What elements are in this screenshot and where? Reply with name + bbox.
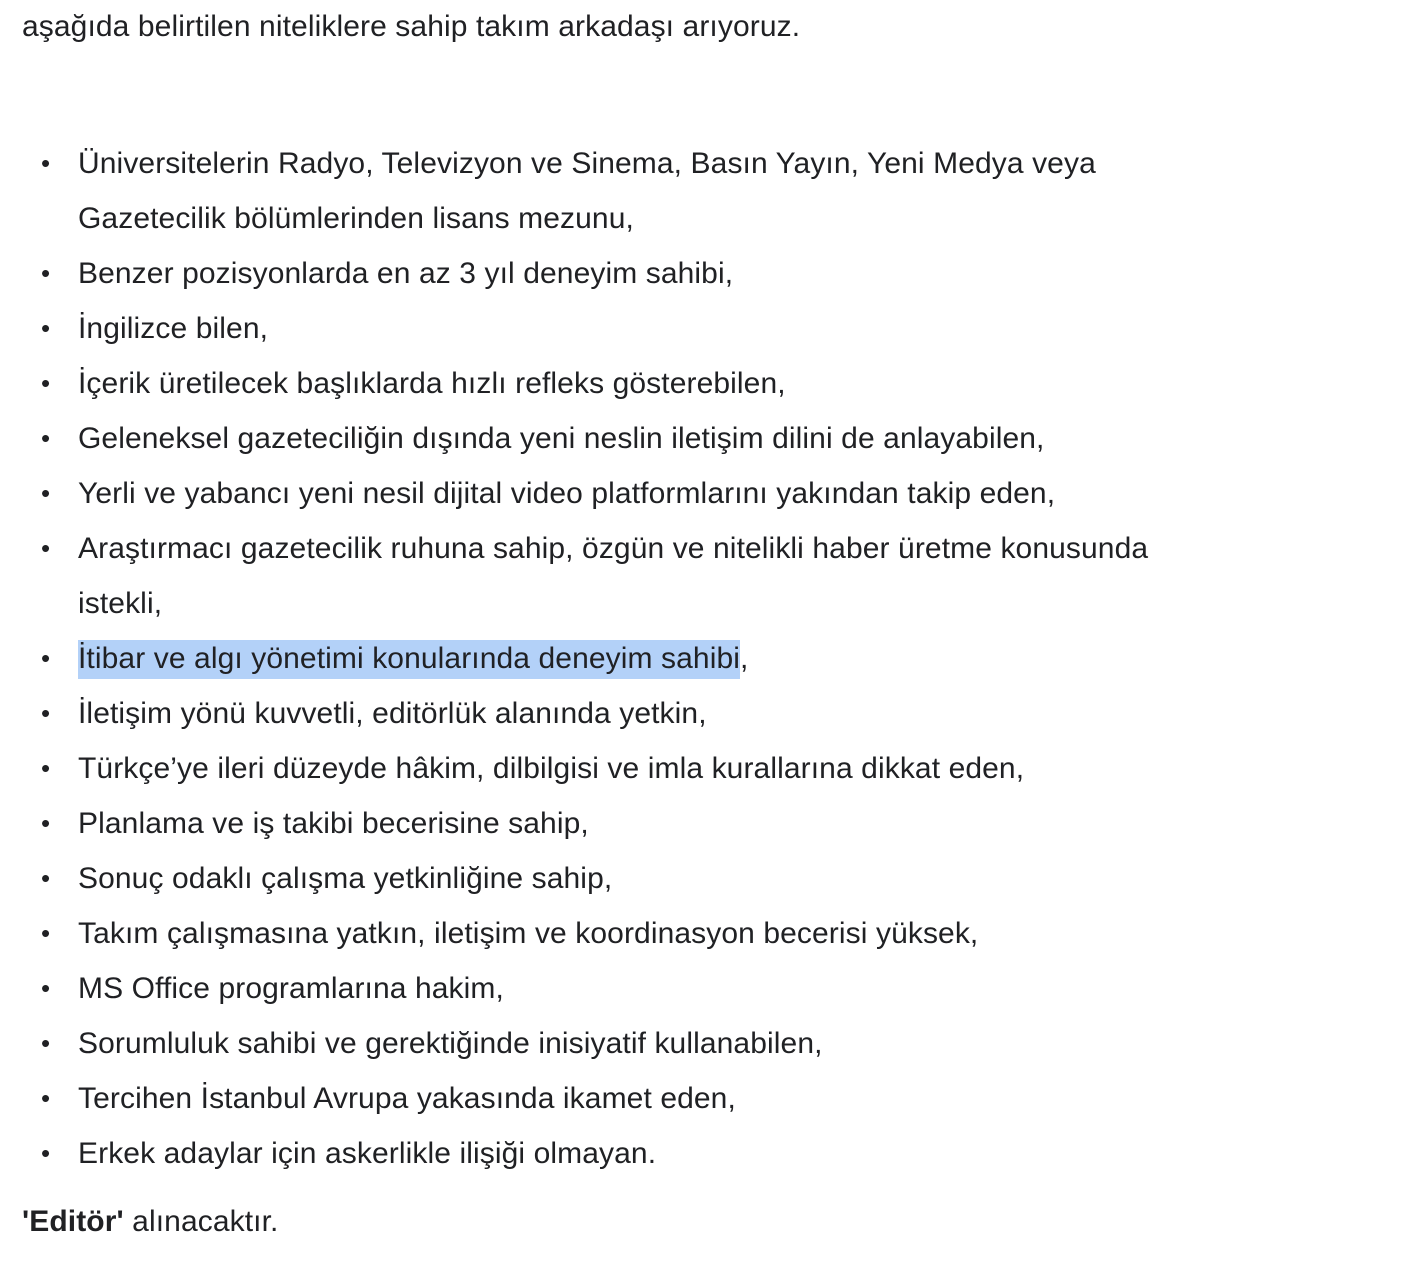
bullet-icon: • <box>41 313 51 343</box>
requirement-text: Sonuç odaklı çalışma yetkinliğine sahip, <box>78 862 613 895</box>
requirement-text: Türkçe’ye ileri düzeyde hâkim, dilbilgisi ve imla kurallarına dikkat eden, <box>78 752 1025 785</box>
requirement-item <box>0 686 1426 741</box>
requirement-item <box>0 1016 1426 1071</box>
requirement-text: Üniversitelerin Radyo, Televizyon ve Sinema, Basın Yayın, Yeni Medya veya Gazetecilik bölümlerinden lisans mezunu, <box>78 147 1096 235</box>
bullet-icon: • <box>41 698 51 728</box>
requirement-text: İngilizce bilen, <box>78 312 269 345</box>
bullet-icon: • <box>41 643 51 673</box>
requirement-text: İletişim yönü kuvvetli, editörlük alanında yetkin, <box>78 697 707 730</box>
requirement-text: Benzer pozisyonlarda en az 3 yıl deneyim sahibi, <box>78 257 734 290</box>
requirement-item <box>0 301 1426 356</box>
requirement-text: Araştırmacı gazetecilik ruhuna sahip, özgün ve nitelikli haber üretme konusunda istekli, <box>78 532 1149 620</box>
requirement-item <box>0 466 1426 521</box>
bullet-icon: • <box>41 1028 51 1058</box>
bullet-icon: • <box>41 423 51 453</box>
closing-paragraph <box>0 1203 1426 1241</box>
requirement-text: Takım çalışmasına yatkın, iletişim ve koordinasyon becerisi yüksek, <box>78 917 979 950</box>
requirement-item <box>0 246 1426 301</box>
requirement-text: Yerli ve yabancı yeni nesil dijital video platformlarını yakından takip eden, <box>78 477 1056 510</box>
requirement-text: Planlama ve iş takibi becerisine sahip, <box>78 807 589 840</box>
requirement-item <box>0 631 1426 686</box>
bullet-icon: • <box>41 368 51 398</box>
requirement-item <box>0 961 1426 1016</box>
bullet-icon: • <box>41 1138 51 1168</box>
requirement-text: Sorumluluk sahibi ve gerektiğinde inisiyatif kullanabilen, <box>78 1027 823 1060</box>
requirement-item <box>0 851 1426 906</box>
bullet-icon: • <box>41 753 51 783</box>
requirement-item <box>0 521 1426 631</box>
requirement-text: MS Office programlarına hakim, <box>78 972 504 1005</box>
bullet-icon: • <box>41 808 51 838</box>
bullet-icon: • <box>41 533 51 563</box>
requirement-item <box>0 411 1426 466</box>
intro-paragraph: aşağıda belirtilen niteliklere sahip takım arkadaşı arıyoruz. <box>22 10 801 43</box>
bullet-icon: • <box>41 258 51 288</box>
requirement-text-tail: , <box>740 642 749 675</box>
requirement-item <box>0 1126 1426 1181</box>
requirement-text: Erkek adaylar için askerlikle ilişiği olmayan. <box>78 1137 657 1170</box>
requirement-item <box>0 796 1426 851</box>
requirement-item <box>0 741 1426 796</box>
requirements-list <box>0 136 1426 1181</box>
requirement-text: Tercihen İstanbul Avrupa yakasında ikamet eden, <box>78 1082 736 1115</box>
bullet-icon: • <box>41 148 51 178</box>
bullet-icon: • <box>41 863 51 893</box>
requirement-text: Geleneksel gazeteciliğin dışında yeni neslin iletişim dilini de anlayabilen, <box>78 422 1045 455</box>
requirement-item <box>0 1071 1426 1126</box>
requirement-text: İçerik üretilecek başlıklarda hızlı refleks gösterebilen, <box>78 367 786 400</box>
bullet-icon: • <box>41 1083 51 1113</box>
requirement-text <box>78 640 748 679</box>
bullet-icon: • <box>41 973 51 1003</box>
closing-role-label: 'Editör' <box>22 1205 124 1238</box>
requirement-item <box>0 356 1426 411</box>
text-selection-highlight: İtibar ve algı yönetimi konularında deneyim sahibi <box>78 640 740 679</box>
bullet-icon: • <box>41 918 51 948</box>
requirement-item <box>0 136 1426 246</box>
bullet-icon: • <box>41 478 51 508</box>
requirement-item <box>0 906 1426 961</box>
closing-rest-text: alınacaktır. <box>123 1205 279 1238</box>
